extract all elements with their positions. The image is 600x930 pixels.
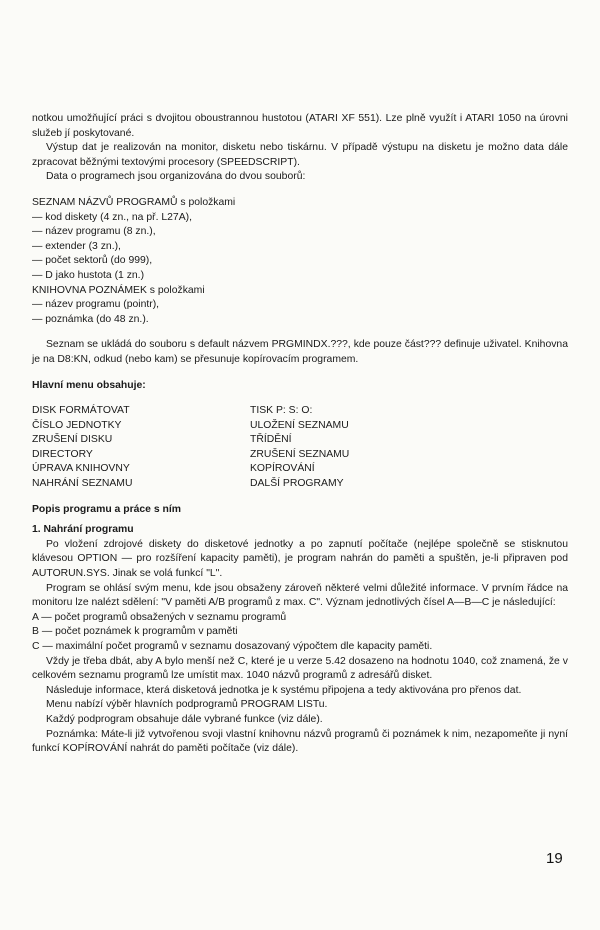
section-paragraph: Po vložení zdrojové diskety do disketové jednotky a po zapnutí počítače (nejlépe společně se stisknutou klávesou OPTION — pro rozšíření kapacity paměti), je program nahrán do paměti a spuštěn, je-li připraven pod AUTORUN.SYS. Jinak se volá funkcí "L". [32, 538, 568, 580]
seznam-item: — D jako hustota (1 zn.) [32, 269, 145, 281]
seznam-title: SEZNAM NÁZVŮ PROGRAMŮ s položkami [32, 196, 236, 208]
abc-item: B — počet poznámek k programům v paměti [32, 626, 238, 638]
knihovna-item: — název programu (pointr), [32, 299, 160, 311]
seznam-item: — extender (3 zn.), [32, 240, 121, 252]
menu-item-right: DALŠÍ PROGRAMY [250, 478, 344, 490]
main-menu-heading: Hlavní menu obsahuje: [32, 379, 146, 391]
section-subheading: 1. Nahrání programu [32, 524, 134, 536]
section-paragraph: Poznámka: Máte-li již vytvořenou svoji vlastní knihovnu názvů programů či poznámek k nim, nezapomeňte ji nyní funkcí KOPÍROVÁNÍ nahrát do paměti počítače (viz dále). [32, 728, 568, 755]
menu-item-left: ÚPRAVA KNIHOVNY [32, 463, 130, 475]
seznam-item: — kod diskety (4 zn., na př. L27A), [32, 211, 192, 223]
page-body [32, 112, 568, 757]
knihovna-title: KNIHOVNA POZNÁMEK s položkami [32, 284, 205, 296]
menu-item-left: NAHRÁNÍ SEZNAMU [32, 478, 133, 490]
intro-paragraph-3: Data o programech jsou organizována do dvou souborů: [46, 171, 306, 183]
menu-item-left: DISK FORMÁTOVAT [32, 405, 130, 417]
seznam-item: — počet sektorů (do 999), [32, 255, 153, 267]
intro-paragraph-1: notkou umožňující práci s dvojitou oboustrannou hustotou (ATARI XF 551). Lze plně využít i ATARI 1050 na úrovni služeb jí poskytované. [32, 113, 568, 139]
section-heading: Popis programu a práce s ním [32, 503, 181, 515]
abc-item: C — maximální počet programů v seznamu dosazovaný výpočtem dle kapacity paměti. [32, 641, 433, 652]
page-number: 19 [546, 850, 563, 867]
menu-item-left: DIRECTORY [32, 448, 93, 460]
intro-paragraph-2: Výstup dat je realizován na monitor, disketu nebo tiskárnu. V případě výstupu na disketu je možno data dále zpracovat běžnými textovými procesory (SPEEDSCRIPT). [32, 142, 568, 168]
seznam-item: — název programu (8 zn.), [32, 226, 156, 238]
menu-item-right: TŘÍDĚNÍ [250, 434, 292, 446]
menu-item-right: TISK P: S: O: [250, 405, 313, 417]
menu-item-right: ULOŽENÍ SEZNAMU [250, 419, 349, 431]
save-note-paragraph: Seznam se ukládá do souboru s default názvem PRGMINDX.???, kde pouze část??? definuje uživatel. Knihovna je na D8:KN, odkud (nebo kam) se přesunuje kopírovacím programem. [32, 339, 568, 365]
section-paragraph: Program se ohlásí svým menu, kde jsou obsaženy zároveň některé velmi důležité informace. V prvním řádce na monitoru lze nalézt sdělení: "V paměti A/B programů z max. C". Význam jednotlivých čísel A—B—C je následující: [32, 582, 568, 609]
section-paragraph: Každý podprogram obsahuje dále vybrané funkce (viz dále). [46, 713, 323, 725]
knihovna-item: — poznámka (do 48 zn.). [32, 313, 149, 325]
menu-item-right: KOPÍROVÁNÍ [250, 463, 315, 475]
section-paragraph: Menu nabízí výběr hlavních podprogramů PROGRAM LISTu. [46, 699, 328, 711]
menu-item-left: ČÍSLO JEDNOTKY [32, 419, 122, 431]
main-menu-list [32, 404, 568, 492]
section-paragraph: Vždy je třeba dbát, aby A bylo menší než C, které je u verze 5.42 dosazeno na hodnotu 1040, což znamená, že v celkovém seznamu programů lze umístit max. 1040 názvů programů z adresářů disket. [32, 655, 568, 682]
menu-item-left: ZRUŠENÍ DISKU [32, 434, 113, 446]
abc-item: A — počet programů obsažených v seznamu programů [32, 611, 287, 623]
menu-item-right: ZRUŠENÍ SEZNAMU [250, 448, 350, 460]
section-paragraph: Následuje informace, která disketová jednotka je k systému připojena a tedy aktivována pro přenos dat. [46, 684, 522, 696]
